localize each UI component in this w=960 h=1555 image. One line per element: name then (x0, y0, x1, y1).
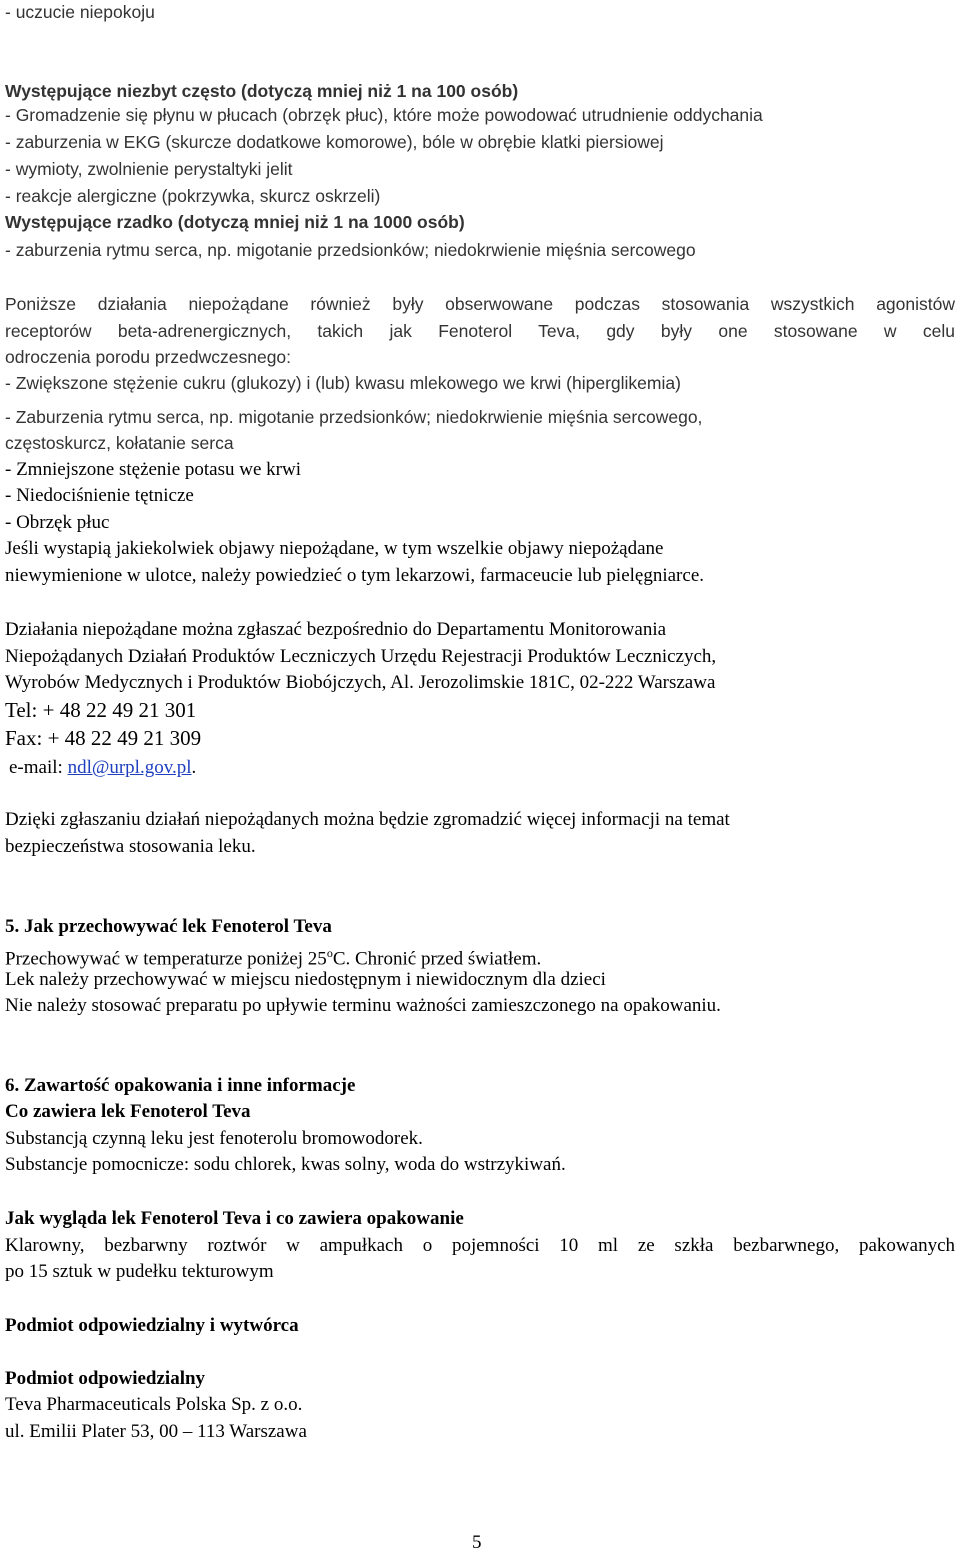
temp-prefix: Przechowywać w temperaturze poniżej 25 (5, 948, 327, 970)
reporting-email-line (9, 756, 196, 780)
rare-heading: Występujące rzadko (dotyczą mniej niż 1 na 1000 osób) (5, 212, 465, 232)
list-item: - Zwiększone stężenie cukru (glukozy) i (lub) kwasu mlekowego we krwi (hiperglikemia) (5, 373, 681, 393)
temp-suffix: C. Chronić przed światłem. (332, 948, 542, 970)
reporting-line: Działania niepożądane można zgłaszać bezpośrednio do Departamentu Monitorowania (5, 619, 667, 640)
list-item: - Gromadzenie się płynu w płucach (obrzęk płuc), które może powodować utrudnienie oddychania (5, 105, 763, 125)
mah-heading: Podmiot odpowiedzialny i wytwórca (5, 1315, 299, 1336)
page-number: 5 (472, 1532, 482, 1553)
storage-heading: 5. Jak przechowywać lek Fenoterol Teva (5, 916, 332, 937)
list-item: - Zaburzenia rytmu serca, np. migotanie przedsionków; niedokrwienie mięśnia sercowego, (5, 407, 703, 427)
note-line: Jeśli wystapią jakiekolwiek objawy niepożądane, w tym wszelkie objawy niepożądane (5, 538, 664, 559)
agonists-intro-line: receptorów beta-adrenergicznych, takich jak Fenoterol Teva, gdy były one stosowane w celu (5, 321, 955, 341)
list-item: - reakcje alergiczne (pokrzywka, skurcz oskrzeli) (5, 186, 381, 206)
reporting-line: Niepożądanych Działań Produktów Leczniczych Urzędu Rejestracji Produktów Leczniczych, (5, 646, 717, 667)
reporting-tel: Tel: + 48 22 49 21 301 (5, 698, 197, 722)
degree-sign: o (326, 946, 333, 960)
reporting-line: Wyrobów Medycznych i Produktów Biobójczych, Al. Jerozolimskie 181C, 02-222 Warszawa (5, 672, 716, 693)
benefit-line: Dzięki zgłaszaniu działań niepożądanych można będzie zgromadzić więcej informacji na temat (5, 809, 730, 830)
active-substance: Substancją czynną leku jest fenoterolu bromowodorek. (5, 1128, 423, 1149)
storage-temperature (5, 941, 541, 971)
appearance-heading: Jak wygląda lek Fenoterol Teva i co zawiera opakowanie (5, 1208, 464, 1229)
list-item: - zaburzenia rytmu serca, np. migotanie przedsionków; niedokrwienie mięśnia sercowego (5, 240, 696, 260)
mah-name: Teva Pharmaceuticals Polska Sp. z o.o. (5, 1394, 303, 1415)
mah-subheading: Podmiot odpowiedzialny (5, 1368, 206, 1389)
appearance-line: po 15 sztuk w pudełku tekturowym (5, 1261, 274, 1282)
benefit-line: bezpieczeństwa stosowania leku. (5, 836, 256, 857)
mah-address: ul. Emilii Plater 53, 00 – 113 Warszawa (5, 1421, 307, 1442)
excipients: Substancje pomocnicze: sodu chlorek, kwas solny, woda do wstrzykiwań. (5, 1154, 566, 1175)
list-item: - wymioty, zwolnienie perystaltyki jelit (5, 159, 293, 179)
storage-expiry: Nie należy stosować preparatu po upływie terminu ważności zamieszczonego na opakowaniu. (5, 995, 721, 1016)
note-line: niewymienione w ulotce, należy powiedzieć o tym lekarzowi, farmaceucie lub pielęgniarce. (5, 565, 705, 586)
email-suffix: . (191, 757, 197, 778)
agonists-intro-line: Poniższe działania niepożądane również były obserwowane podczas stosowania wszystkich agonistów (5, 294, 955, 314)
list-item: częstoskurcz, kołatanie serca (5, 433, 234, 453)
email-link[interactable]: ndl@urpl.gov.pl (67, 757, 192, 778)
agonists-intro-line: odroczenia porodu przedwczesnego: (5, 347, 292, 367)
appearance-line: Klarowny, bezbarwny roztwór w ampułkach o pojemności 10 ml ze szkła bezbarwnego, pakowanych (5, 1235, 955, 1256)
effect-anxiety: - uczucie niepokoju (5, 2, 155, 22)
list-item: - Zmniejszone stężenie potasu we krwi (5, 459, 301, 480)
reporting-fax: Fax: + 48 22 49 21 309 (5, 726, 202, 750)
contents-heading: 6. Zawartość opakowania i inne informacje (5, 1075, 356, 1096)
contents-subheading: Co zawiera lek Fenoterol Teva (5, 1101, 251, 1122)
list-item: - Obrzęk płuc (5, 512, 110, 533)
list-item: - Niedociśnienie tętnicze (5, 485, 194, 506)
email-label: e-mail: (9, 757, 68, 778)
list-item: - zaburzenia w EKG (skurcze dodatkowe komorowe), bóle w obrębie klatki piersiowej (5, 132, 664, 152)
storage-children: Lek należy przechowywać w miejscu niedostępnym i niewidocznym dla dzieci (5, 969, 606, 990)
uncommon-heading: Występujące niezbyt często (dotyczą mniej niż 1 na 100 osób) (5, 81, 519, 101)
